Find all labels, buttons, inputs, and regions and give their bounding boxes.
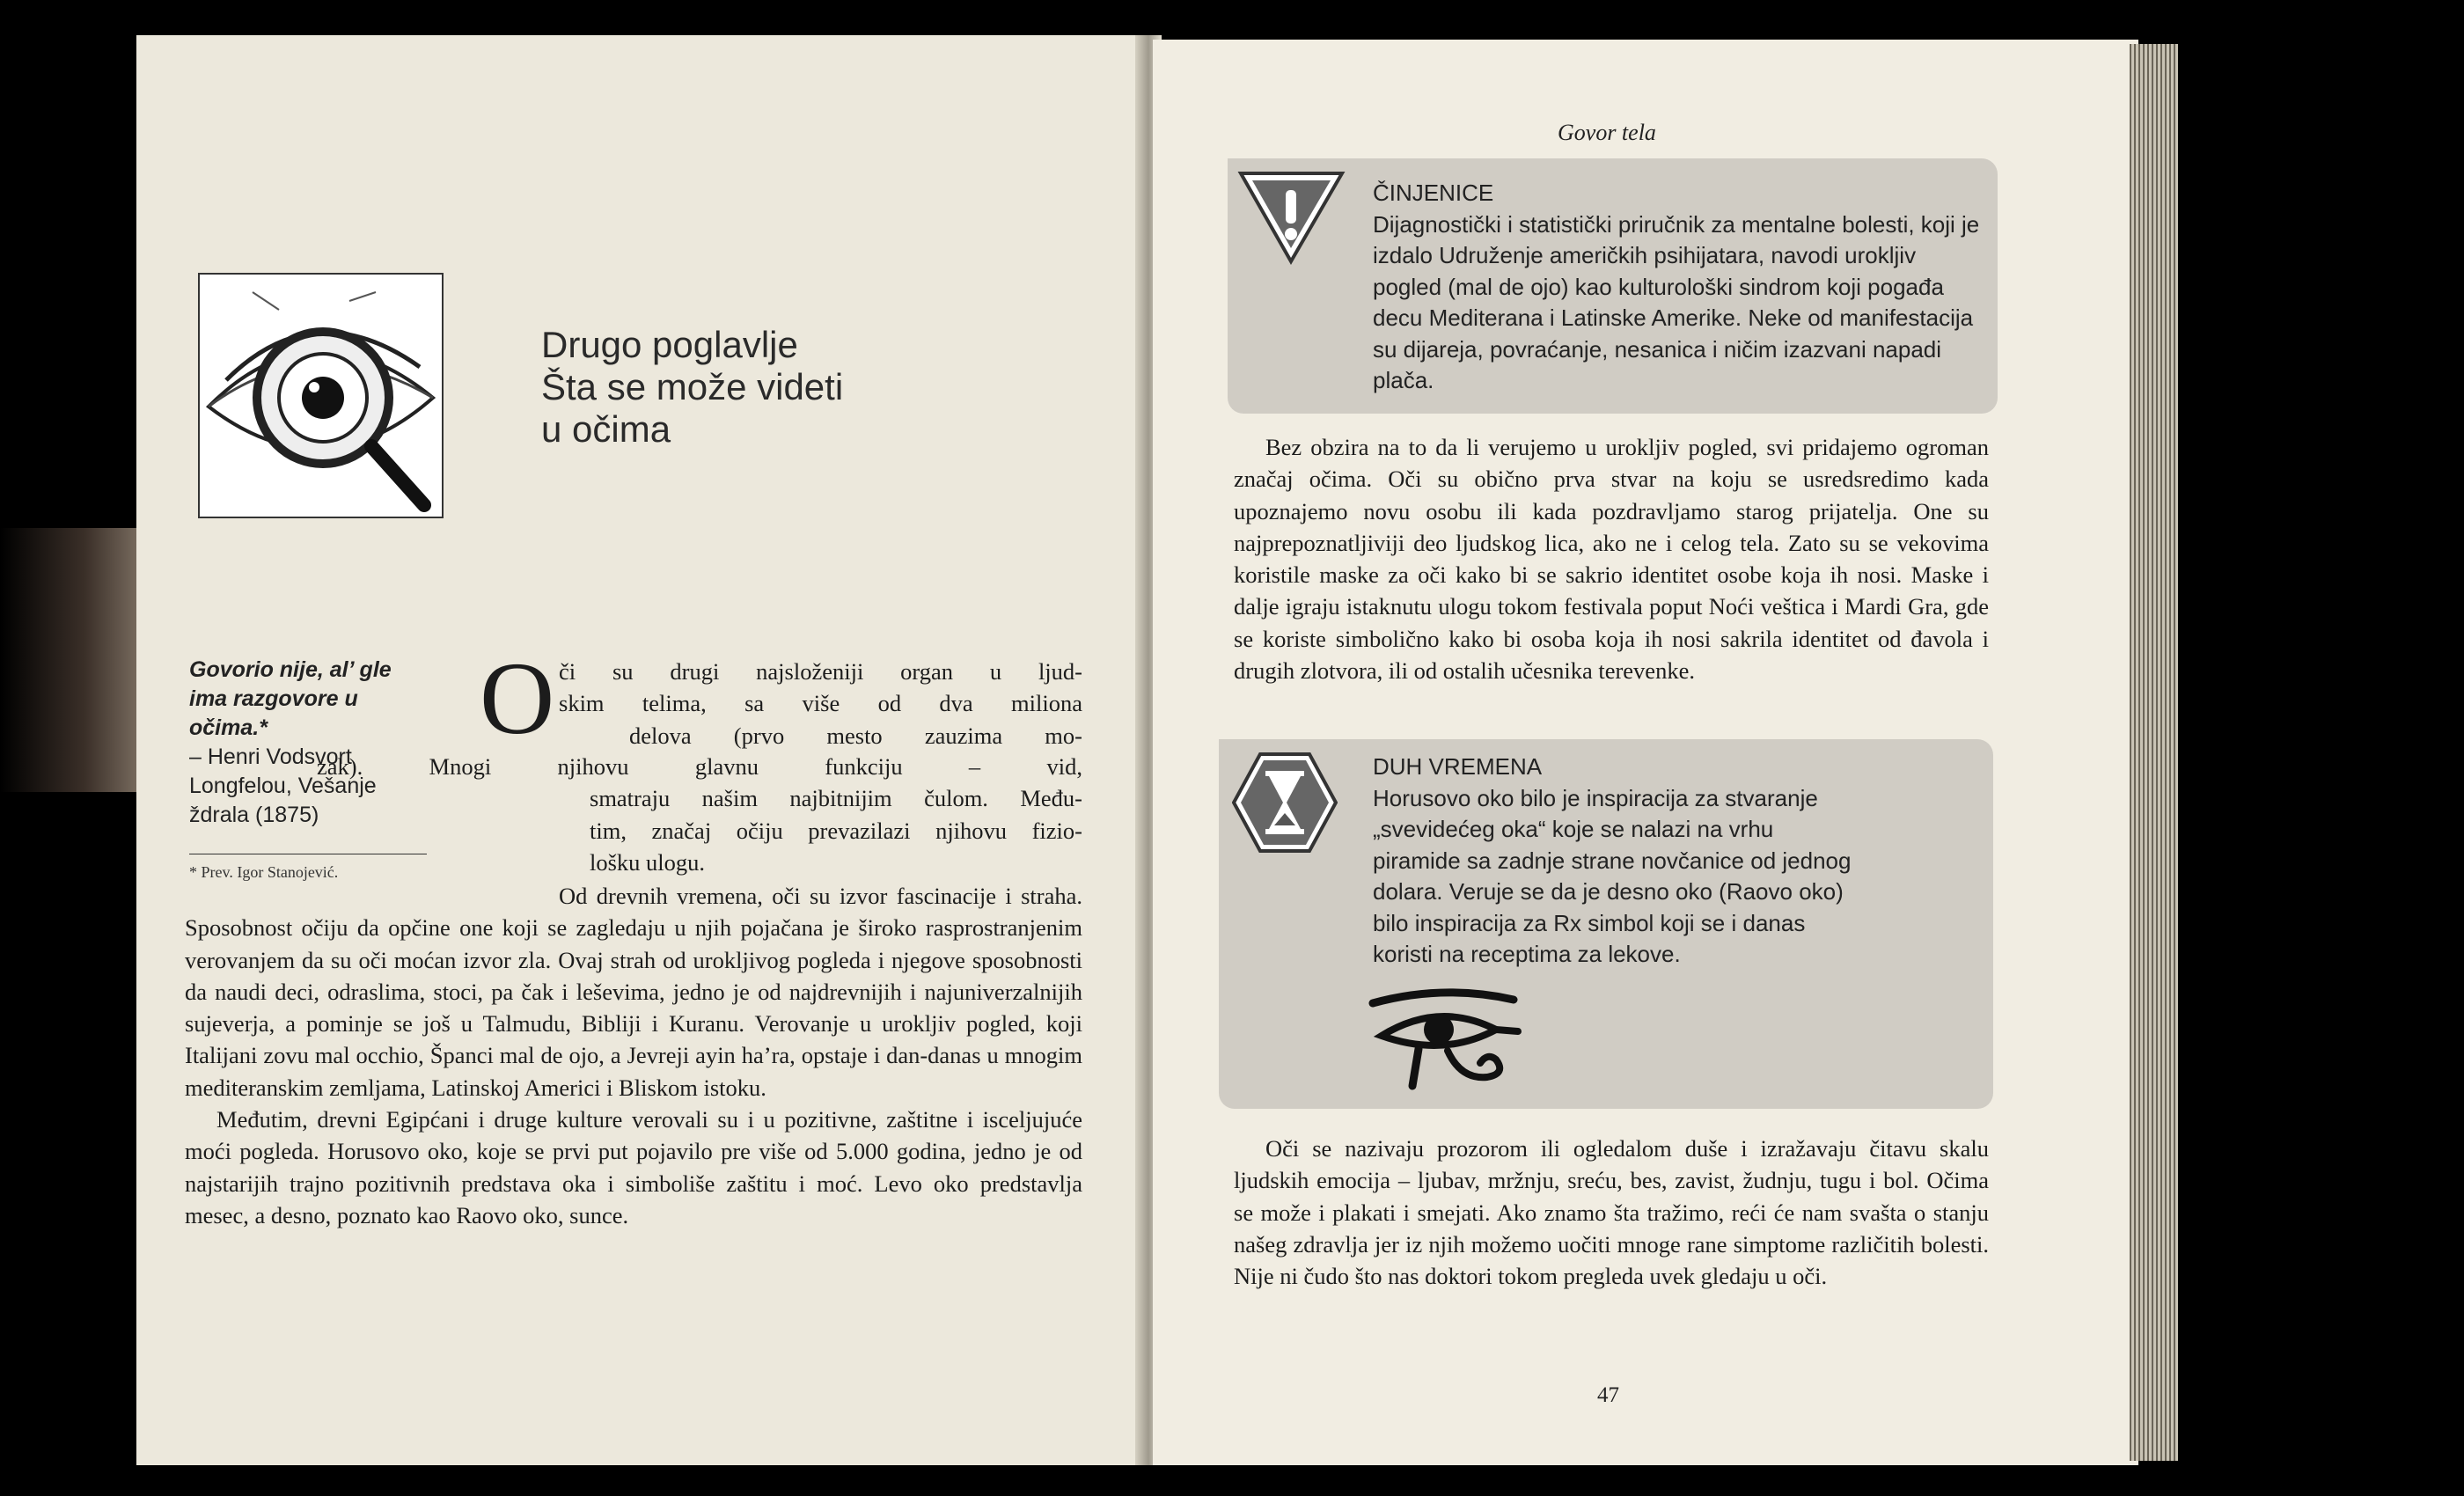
text-line: delova (prvo mesto zauzima mo- (629, 722, 1082, 749)
facts-box (1228, 158, 1998, 414)
paragraph: Bez obzira na to da li verujemo u urokljiv pogled, svi pridajemo ogroman značaj očima. Oči su obično prva stvar na koju se usredsredimo kada upoznajemo novu osobu ili kada pozdravljamo starog prijatelja. One su najprepoznatljiviji deo ljudskog lica, ako ne i celog tela. Zato su se vekovima koristile maske za oči kako bi se sakrio identitet osobe koja ih nosi. Maske i dalje igraju istaknutu ulogu tokom festivala poput Noći veštica i Mardi Gra, gde se koriste simbolično kako bi osoba koja ih nosi sakrila identitet od đavola i drugih zlotvora, ili od ostalih učesnika terevenke. (1234, 434, 1989, 685)
text-line: lošku ulogu. (590, 848, 706, 876)
paragraph: Oči se nazivaju prozorom ili ogledalom duše i izražavaju čitavu skalu ljudskih emocija – ljubav, mržnju, sreću, bes, zavist, žudnju, tugu i bol. Očima se može i plakati i smejati. Ako znamo šta tražimo, reći će nam svašta o stanju našeg zdravlja jer iz njih možemo uočiti mnoge rane simptome različitih bolesti. Nije ni čudo što nas doktori tokom pregleda uvek gledaju u oči. (1234, 1135, 1989, 1290)
text-line: smatraju našim najbitnijim čulom. Među- (590, 785, 1082, 812)
eye-magnifier-illustration (198, 273, 444, 518)
background-shadow (0, 528, 141, 792)
zeitgeist-box (1219, 739, 1993, 1109)
box-text: Horusovo oko bilo je inspiracija za stvaranje „svevidećeg oka“ koje se nalazi na vrhu piramide sa zadnje strane novčanice od jednog dolara. Veruje se da je desno oko (Raovo oko) bilo inspiracija za Rx simbol koji se i danas koristi na receptima za lekove. (1373, 784, 1852, 967)
epigraph-author: – Henri Vodsvort Longfelou, Vešanje ždrala (1875) (189, 744, 377, 827)
footnote: * Prev. Igor Stanojević. (189, 854, 427, 882)
running-head: Govor tela (1558, 120, 1656, 145)
paragraph: Međutim, drevni Egipćani i druge kulture verovali su i u pozitivne, zaštitne i isceljujuće moći pogleda. Horusovo oko, koje se prvi put pojavilo pre više od 5.000 godina, jedno je od najstarijih trajno pozitivnih predstava oka i simboliše zaštitu i moć. Levo oko predstavlja mesec, a desno, poznato kao Raovo oko, sunce. (185, 1106, 1082, 1228)
body-text-left (185, 880, 1082, 1231)
box-heading: ČINJENICE (1373, 180, 1494, 206)
title-line: u očima (541, 408, 671, 450)
epigraph-quote: Govorio nije, al’ gle ima razgovore u očima.* (189, 657, 392, 740)
title-line: Drugo poglavlje (541, 324, 798, 365)
drop-cap: O (480, 641, 555, 756)
text-line: zak). Mnogi njihovu glavnu funkciju – vid, (317, 753, 1082, 780)
warning-icon (1236, 169, 1346, 266)
chapter-title (541, 324, 955, 451)
intro-paragraph (559, 656, 1082, 752)
box-text: Dijagnostički i statistički priručnik za mentalne bolesti, koji je izdalo Udruženje američkih psihijatara, navodi urokljiv pogled (mal de ojo) kao kulturološki sindrom koji pogađa decu Mediterana i Latinske Amerike. Neke od manifestacija su dijareja, povraćanje, nesanica i ničim izazvani napadi plača. (1373, 210, 1980, 393)
paragraph: Od drevnih vremena, oči su izvor fascinacije i straha. Sposobnost očiju da opčine one koji se zagledaju u njih pojačana je široko rasprostranjenim verovanjem da su oči moćan izvor zla. Ovaj strah od urokljivog pogleda i njegove sposobnosti da naudi deci, odraslima, stoci, pa čak i leševima, jedno je od najdrevnijih i najuniverzalnijih sujeverja, a pominje se još u Talmudu, Bibliji i Kuranu. Verovanje u urokljiv pogled, koji Italijani zovu mal occhio, Španci mal de ojo, a Jevreji ayin ha’ra, opstaje i dan-danas u mnogim mediteranskim zemljama, Latinskoj Americi i Bliskom istoku. (185, 883, 1082, 1101)
eye-of-horus-icon (1364, 987, 1522, 1093)
body-text-right-2 (1234, 1133, 1989, 1292)
box-heading: DUH VREMENA (1373, 753, 1543, 780)
page-edges (2130, 44, 2178, 1461)
text-line: tim, značaj očiju prevazilazi njihovu fizio- (590, 817, 1082, 844)
text-line: či su drugi najsloženiji organ u ljud- (559, 658, 1082, 685)
body-text-right-1 (1234, 431, 1989, 686)
text-line: skim telima, sa više od dva miliona (559, 690, 1082, 717)
hourglass-icon (1232, 750, 1338, 855)
title-line: Šta se može videti (541, 366, 844, 407)
intro-paragraph-cont (317, 751, 1082, 878)
page-number: 47 (1597, 1383, 1619, 1407)
